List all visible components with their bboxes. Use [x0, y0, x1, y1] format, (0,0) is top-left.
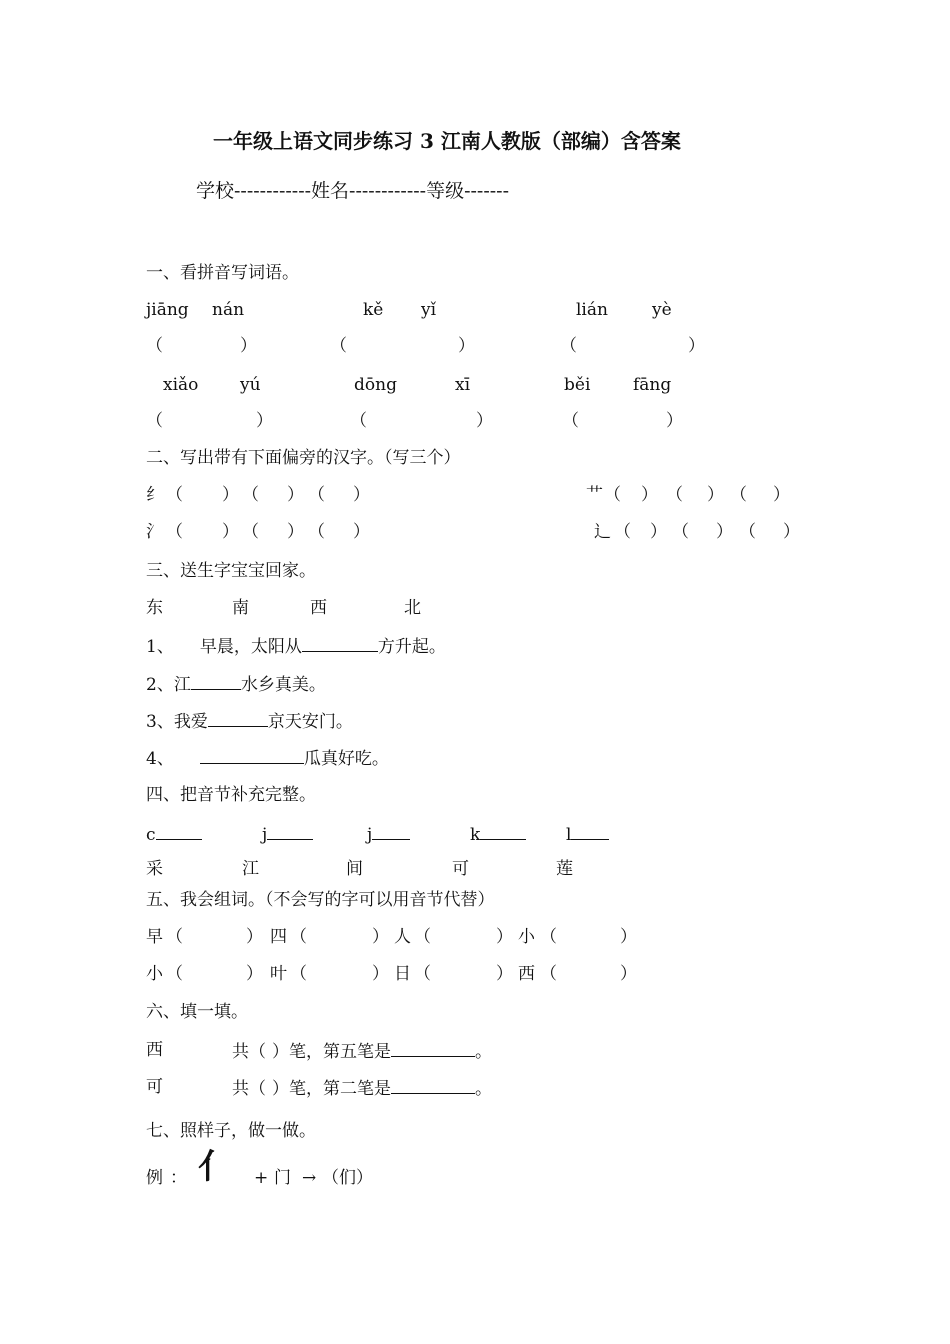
char: 可	[146, 1077, 163, 1097]
close-paren: ）	[287, 485, 304, 505]
syllable-blank: j	[262, 822, 313, 846]
answer-blank[interactable]	[480, 822, 526, 840]
word-bank-char: 东	[146, 598, 163, 618]
open-paren: （	[614, 522, 631, 542]
sentence-text: 早晨，太阳从	[199, 637, 302, 657]
open-paren: （	[308, 485, 325, 505]
open-paren: （	[146, 411, 163, 431]
close-paren: ）	[372, 927, 389, 947]
open-paren: （	[290, 964, 307, 984]
open-paren: （	[166, 964, 183, 984]
word-bank-char: 南	[232, 598, 249, 618]
char: 莲	[556, 859, 573, 879]
fill-sentence-4	[146, 746, 389, 770]
pinyin: jiāng	[146, 300, 189, 320]
close-paren: ）	[666, 411, 683, 431]
answer-blank[interactable]	[200, 746, 304, 764]
close-paren: ）	[496, 964, 513, 984]
pinyin: fāng	[633, 375, 672, 395]
close-paren: ）	[773, 485, 790, 505]
syllable-blank: c	[146, 822, 202, 846]
close-paren: ）	[716, 522, 733, 542]
radical: 辶	[594, 522, 611, 542]
open-paren: （	[540, 964, 557, 984]
section-6-heading: 六、填一填。	[146, 1002, 248, 1022]
open-paren: （	[166, 522, 183, 542]
close-paren: ）	[688, 336, 705, 356]
close-paren: ）	[222, 522, 239, 542]
sentence-text: 方升起。	[377, 637, 446, 657]
answer-blank[interactable]	[267, 822, 313, 840]
close-paren: ）	[353, 522, 370, 542]
pinyin: kě	[363, 300, 384, 320]
student-info-line: 学校------------姓名------------等级-------	[196, 180, 510, 202]
close-paren: ）	[256, 411, 273, 431]
sentence-text: 京天安门。	[267, 712, 353, 732]
open-paren: （	[672, 522, 689, 542]
section-2-heading: 二、写出带有下面偏旁的汉字。（写三个）	[146, 448, 461, 468]
result: （们）	[322, 1168, 373, 1188]
section-3-heading: 三、送生字宝宝回家。	[146, 561, 316, 581]
char: 西	[518, 964, 535, 984]
section-7-heading: 七、照样子，做一做。	[146, 1121, 316, 1141]
close-paren: ）	[650, 522, 667, 542]
pinyin: xiǎo	[163, 375, 199, 395]
section-4-heading: 四、把音节补充完整。	[146, 785, 316, 805]
section-1-heading: 一、看拼音写词语。	[146, 263, 299, 283]
open-paren: （	[290, 927, 307, 947]
open-paren: （	[350, 411, 367, 431]
close-paren: ）	[353, 485, 370, 505]
close-paren: ）	[246, 964, 263, 984]
sentence-text: 3、我爱	[146, 712, 208, 732]
pinyin: yú	[240, 375, 261, 395]
answer-blank[interactable]	[372, 822, 410, 840]
example-label: 例	[146, 1168, 163, 1188]
close-paren: ）	[458, 336, 475, 356]
colon: ：	[170, 1168, 187, 1188]
answer-blank[interactable]	[191, 672, 241, 690]
word-bank-char: 西	[310, 598, 327, 618]
radical: 纟	[146, 485, 163, 505]
close-paren: ）	[240, 336, 257, 356]
char: 可	[452, 859, 469, 879]
open-paren: （	[414, 964, 431, 984]
close-paren: ）	[620, 927, 637, 947]
close-paren: ）	[476, 411, 493, 431]
pinyin: yǐ	[421, 300, 437, 320]
radical-glyph: 亻	[198, 1147, 232, 1187]
pinyin: běi	[564, 375, 591, 395]
stroke-question: 共（ ）笔，第五笔是 。	[232, 1039, 492, 1063]
open-paren: （	[242, 522, 259, 542]
open-paren: （	[242, 485, 259, 505]
open-paren: （	[308, 522, 325, 542]
pinyin: xī	[455, 375, 471, 395]
open-paren: （	[540, 927, 557, 947]
close-paren: ）	[287, 522, 304, 542]
answer-blank[interactable]	[302, 634, 378, 652]
plus-sign: +	[254, 1168, 269, 1188]
close-paren: ）	[222, 485, 239, 505]
stroke-question: 共（ ）笔，第二笔是 。	[232, 1076, 492, 1100]
close-paren: ）	[246, 927, 263, 947]
open-paren: （	[166, 485, 183, 505]
syllable-blank: k	[470, 822, 526, 846]
open-paren: （	[166, 927, 183, 947]
sentence-text: 瓜真好吃。	[303, 749, 389, 769]
radical: 艹	[586, 485, 603, 505]
char: 日	[394, 964, 411, 984]
sentence-text: 2、江	[146, 675, 191, 695]
open-paren: （	[146, 336, 163, 356]
answer-blank[interactable]	[391, 1039, 475, 1057]
arrow-icon: →	[302, 1168, 317, 1188]
char: 人	[394, 927, 411, 947]
pinyin: nán	[212, 300, 245, 320]
open-paren: （	[330, 336, 347, 356]
open-paren: （	[604, 485, 621, 505]
char: 采	[146, 859, 163, 879]
close-paren: ）	[372, 964, 389, 984]
syllable-blank: l	[566, 822, 609, 846]
syllable-blank: j	[367, 822, 410, 846]
answer-blank[interactable]	[156, 822, 202, 840]
close-paren: ）	[707, 485, 724, 505]
char: 小	[146, 964, 163, 984]
open-paren: （	[562, 411, 579, 431]
fill-sentence-1	[146, 634, 446, 658]
pinyin: dōng	[354, 375, 397, 395]
fill-sentence-2	[146, 672, 326, 696]
answer-blank[interactable]	[208, 709, 268, 727]
answer-blank[interactable]	[391, 1076, 475, 1094]
close-paren: ）	[641, 485, 658, 505]
char: 西	[146, 1040, 163, 1060]
close-paren: ）	[496, 927, 513, 947]
char: 间	[346, 859, 363, 879]
radical: 氵	[146, 522, 163, 542]
close-paren: ）	[783, 522, 800, 542]
answer-blank[interactable]	[571, 822, 609, 840]
sentence-text: 水乡真美。	[240, 675, 326, 695]
open-paren: （	[730, 485, 747, 505]
char: 四	[270, 927, 287, 947]
char: 叶	[270, 964, 287, 984]
section-5-heading: 五、我会组词。（不会写的字可以用音节代替）	[146, 890, 495, 910]
pinyin: lián	[576, 300, 608, 320]
open-paren: （	[666, 485, 683, 505]
char: 早	[146, 927, 163, 947]
component-char: 门	[274, 1168, 291, 1188]
char: 江	[242, 859, 259, 879]
word-bank-char: 北	[404, 598, 421, 618]
open-paren: （	[739, 522, 756, 542]
page-title: 一年级上语文同步练习 3 江南人教版（部编）含答案	[213, 129, 681, 153]
open-paren: （	[414, 927, 431, 947]
close-paren: ）	[620, 964, 637, 984]
pinyin: yè	[652, 300, 672, 320]
char: 小	[518, 927, 535, 947]
question-number: 4、	[146, 749, 174, 769]
open-paren: （	[560, 336, 577, 356]
fill-sentence-3	[146, 709, 353, 733]
question-number: 1、	[146, 637, 174, 657]
